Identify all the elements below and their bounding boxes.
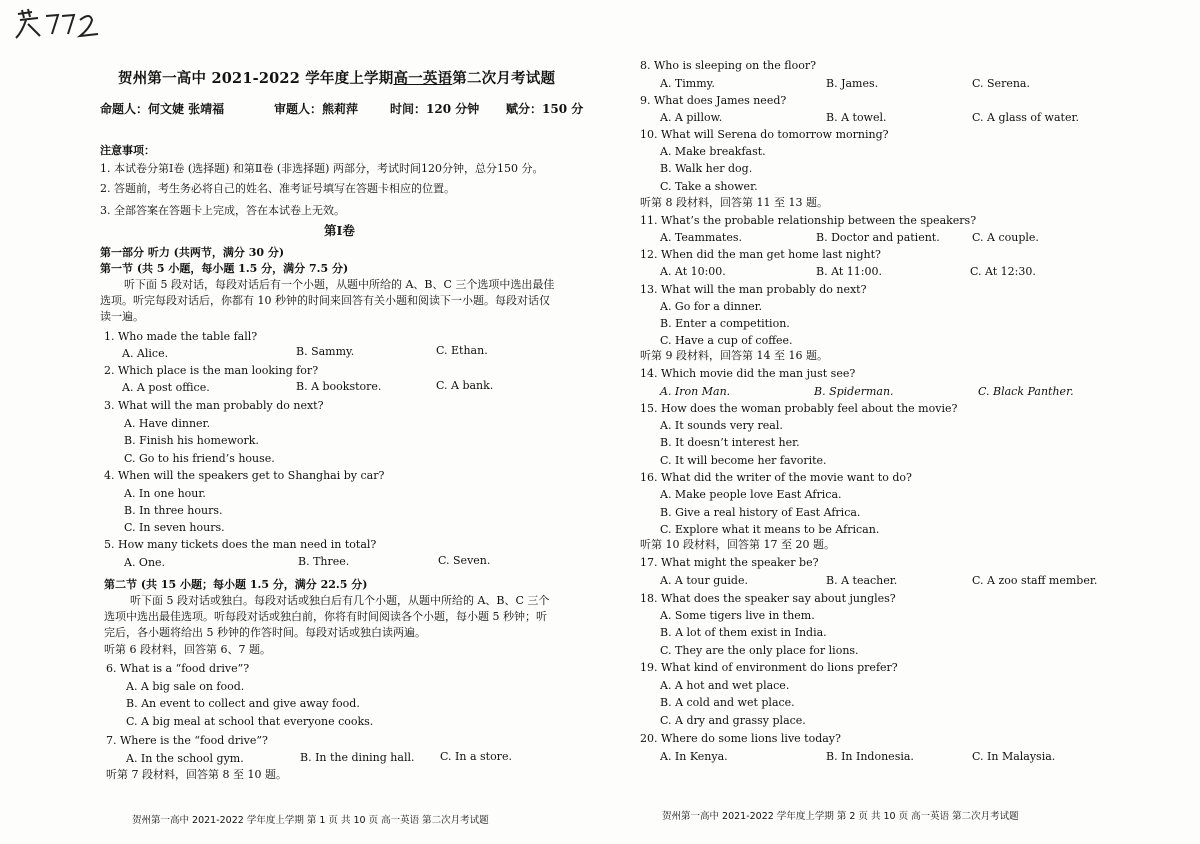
volume-title: 第Ⅰ卷 <box>324 223 355 238</box>
title-subject: 高一英语 <box>393 70 453 87</box>
q15-option-c: C. It will become her favorite. <box>660 454 827 467</box>
q18-option-a: A. Some tigers live in them. <box>660 609 815 622</box>
q10-option-a: A. Make breakfast. <box>660 145 766 158</box>
q5-stem: 5. How many tickets does the man need in total? <box>104 538 377 551</box>
sec2-instr-2: 选项中选出最佳选项。听每段对话或独白前，你将有时间阅读各个小题，每小题 5 秒钟；听 <box>104 610 547 623</box>
q9-option-a: A. A pillow. <box>660 111 723 124</box>
q14-option-a: A. Iron Man. <box>660 385 731 398</box>
q20-option-b: B. In Indonesia. <box>826 750 914 763</box>
note-2: 2. 答题前，考生务必将自己的姓名、准考证号填写在答题卡相应的位置。 <box>100 182 455 195</box>
q11-option-a: A. Teammates. <box>660 231 742 244</box>
part1-title: 第一部分 听力 (共两节，满分 30 分) <box>100 246 285 259</box>
q14-option-c: C. Black Panther. <box>978 385 1074 398</box>
q1-option-c: C. Ethan. <box>436 344 488 357</box>
q2-option-a: A. A post office. <box>122 381 210 394</box>
sec1-instr-3: 读一遍。 <box>100 310 144 323</box>
notes-title: 注意事项： <box>100 144 155 157</box>
q11-option-b: B. Doctor and patient. <box>816 231 940 244</box>
q8-option-a: A. Timmy. <box>660 77 715 90</box>
q13-stem: 13. What will the man probably do next? <box>640 283 867 296</box>
q6-option-a: A. A big sale on food. <box>126 680 245 693</box>
q14-option-b: B. Spiderman. <box>814 385 894 398</box>
q18-option-b: B. A lot of them exist in India. <box>660 626 827 639</box>
sec2-instr-3: 完后，各小题将给出 5 秒钟的作答时间。每段对话或独白读两遍。 <box>104 626 426 639</box>
q15-option-b: B. It doesn’t interest her. <box>660 436 800 449</box>
q9-option-b: B. A towel. <box>826 111 887 124</box>
q11-stem: 11. What’s the probable relationship between the speakers? <box>640 214 977 227</box>
q3-option-a: A. Have dinner. <box>124 417 211 430</box>
q12-option-c: C. At 12:30. <box>970 265 1036 278</box>
q3-option-c: C. Go to his friend’s house. <box>124 452 275 465</box>
q16-stem: 16. What did the writer of the movie want to do? <box>640 471 912 484</box>
q15-option-a: A. It sounds very real. <box>660 419 783 432</box>
footer-left: 贺州第一高中 2021-2022 学年度上学期 第 1 页 共 10 页 高一英语 第二次月考试题 <box>132 815 489 826</box>
note-1: 1. 本试卷分第Ⅰ卷 (选择题) 和第Ⅱ卷 (非选择题) 两部分，考试时间120分钟，总分150 分。 <box>100 162 544 175</box>
footer-right: 贺州第一高中 2021-2022 学年度上学期 第 2 页 共 10 页 高一英语 第二次月考试题 <box>662 811 1019 822</box>
material-10: 听第 10 段材料，回答第 17 至 20 题。 <box>640 538 835 551</box>
q2-option-c: C. A bank. <box>436 379 494 392</box>
q7-stem: 7. Where is the “food drive”? <box>106 734 268 747</box>
material-7: 听第 7 段材料，回答第 8 至 10 题。 <box>106 768 287 781</box>
q7-option-c: C. In a store. <box>440 750 512 763</box>
q10-stem: 10. What will Serena do tomorrow morning? <box>640 128 889 141</box>
q13-option-b: B. Enter a competition. <box>660 317 790 330</box>
q2-option-b: B. A bookstore. <box>296 380 382 393</box>
q20-option-a: A. In Kenya. <box>660 750 728 763</box>
q19-option-a: A. A hot and wet place. <box>660 679 790 692</box>
q15-stem: 15. How does the woman probably feel about the movie? <box>640 402 958 415</box>
q4-option-b: B. In three hours. <box>124 504 223 517</box>
q1-option-b: B. Sammy. <box>296 345 355 358</box>
q14-stem: 14. Which movie did the man just see? <box>640 367 856 380</box>
q3-option-b: B. Finish his homework. <box>124 434 259 447</box>
q6-option-c: C. A big meal at school that everyone cooks. <box>126 715 374 728</box>
q13-option-c: C. Have a cup of coffee. <box>660 334 793 347</box>
q17-option-c: C. A zoo staff member. <box>972 574 1098 587</box>
handwritten-mark <box>8 6 108 44</box>
q1-stem: 1. Who made the table fall? <box>104 330 258 343</box>
exam-info <box>100 102 224 116</box>
q20-stem: 20. Where do some lions live today? <box>640 732 841 745</box>
sec1-title: 第一节 (共 5 小题，每小题 1.5 分，满分 7.5 分) <box>100 262 349 275</box>
reviewer: 审题人：熊莉萍 <box>274 102 359 116</box>
q16-option-b: B. Give a real history of East Africa. <box>660 506 861 519</box>
q2-stem: 2. Which place is the man looking for? <box>104 364 319 377</box>
q17-option-a: A. A tour guide. <box>660 574 748 587</box>
sec2-title: 第二节 (共 15 小题；每小题 1.5 分，满分 22.5 分) <box>104 578 368 591</box>
sec1-instr-2: 选项。听完每段对话后，你都有 10 秒钟的时间来回答有关小题和阅读下一小题。每段对话仅 <box>100 294 550 307</box>
q10-option-b: B. Walk her dog. <box>660 162 753 175</box>
q13-option-a: A. Go for a dinner. <box>660 300 763 313</box>
q19-stem: 19. What kind of environment do lions prefer? <box>640 661 898 674</box>
q12-option-a: A. At 10:00. <box>660 265 726 278</box>
material-9: 听第 9 段材料，回答第 14 至 16 题。 <box>640 349 828 362</box>
q17-stem: 17. What might the speaker be? <box>640 556 819 569</box>
q6-stem: 6. What is a “food drive”? <box>106 662 250 675</box>
title-pre: 贺州第一高中 2021-2022 学年度上学期 <box>118 70 394 87</box>
q4-stem: 4. When will the speakers get to Shanghai by car? <box>104 469 385 482</box>
score: 赋分：150 分 <box>506 102 584 116</box>
exam-title <box>118 72 555 86</box>
title-post: 第二次月考试题 <box>452 70 556 87</box>
q12-option-b: B. At 11:00. <box>816 265 882 278</box>
q3-stem: 3. What will the man probably do next? <box>104 399 324 412</box>
q16-option-a: A. Make people love East Africa. <box>660 488 842 501</box>
sec1-instr-1: 听下面 5 段对话，每段对话后有一个小题，从题中所给的 A、B、C 三个选项中选出最佳 <box>124 278 555 291</box>
material-6: 听第 6 段材料，回答第 6、7 题。 <box>104 643 271 656</box>
q7-option-b: B. In the dining hall. <box>300 751 415 764</box>
q4-option-c: C. In seven hours. <box>124 521 225 534</box>
q8-option-c: C. Serena. <box>972 77 1030 90</box>
q7-option-a: A. In the school gym. <box>126 752 244 765</box>
q5-option-b: B. Three. <box>298 555 350 568</box>
q18-option-c: C. They are the only place for lions. <box>660 644 859 657</box>
q9-stem: 9. What does James need? <box>640 94 787 107</box>
q6-option-b: B. An event to collect and give away food. <box>126 697 360 710</box>
sec2-instr-1: 听下面 5 段对话或独白。每段对话或独白后有几个小题，从题中所给的 A、B、C 三个 <box>130 594 550 607</box>
material-8: 听第 8 段材料，回答第 11 至 13 题。 <box>640 196 828 209</box>
q1-option-a: A. Alice. <box>122 347 169 360</box>
note-3: 3. 全部答案在答题卡上完成，答在本试卷上无效。 <box>100 204 345 217</box>
q5-option-a: A. One. <box>124 556 166 569</box>
q16-option-c: C. Explore what it means to be African. <box>660 523 880 536</box>
q17-option-b: B. A teacher. <box>826 574 898 587</box>
q20-option-c: C. In Malaysia. <box>972 750 1056 763</box>
q5-option-c: C. Seven. <box>438 554 491 567</box>
q18-stem: 18. What does the speaker say about jungles? <box>640 592 896 605</box>
q8-option-b: B. James. <box>826 77 879 90</box>
q19-option-b: B. A cold and wet place. <box>660 696 795 709</box>
author: 命题人：何文婕 张靖福 <box>100 102 225 116</box>
time: 时间：120 分钟 <box>390 102 480 116</box>
q8-stem: 8. Who is sleeping on the floor? <box>640 59 816 72</box>
q19-option-c: C. A dry and grassy place. <box>660 714 806 727</box>
q9-option-c: C. A glass of water. <box>972 111 1080 124</box>
q10-option-c: C. Take a shower. <box>660 180 758 193</box>
q4-option-a: A. In one hour. <box>124 487 206 500</box>
q11-option-c: C. A couple. <box>972 231 1039 244</box>
q12-stem: 12. When did the man get home last night? <box>640 248 881 261</box>
